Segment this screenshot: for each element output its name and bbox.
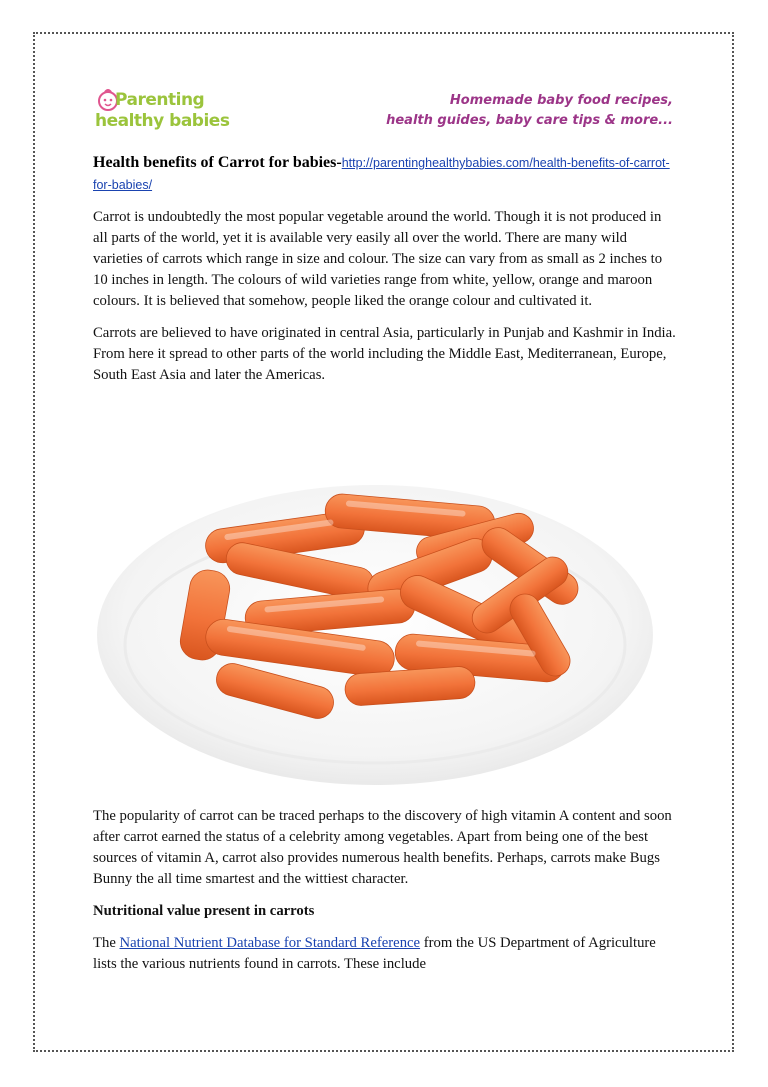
section-heading-nutrition: Nutritional value present in carrots bbox=[93, 903, 315, 919]
page-header bbox=[93, 88, 673, 136]
logo-text-parenting: Parenting bbox=[115, 90, 205, 110]
paragraph-origin: Carrots are believed to have originated in central Asia, particularly in Punjab and Kashmir in India. From here it spread to other parts of the world including the Middle East, Mediterranean, Europe, South East Asia and later the Americas. bbox=[93, 325, 676, 383]
article-title-text: Health benefits of Carrot for babies- bbox=[93, 154, 342, 171]
article-source-link[interactable]: http://parentinghealthybabies.com/health-benefits-of-carrot-for-babies/ bbox=[93, 156, 670, 192]
logo-text-healthy-babies: healthy babies bbox=[95, 111, 230, 131]
carrots-on-plate-image bbox=[95, 430, 655, 792]
tagline-line-1: Homemade baby food recipes, bbox=[449, 93, 673, 108]
paragraph-nutrients-suffix: from the US Department of Agriculture lists the various nutrients found in carrots. These include bbox=[93, 935, 656, 972]
article-body-bottom bbox=[93, 806, 678, 986]
nutrient-database-link[interactable]: National Nutrient Database for Standard Reference bbox=[119, 935, 421, 951]
site-tagline bbox=[386, 91, 673, 131]
site-logo[interactable] bbox=[93, 88, 230, 136]
article-body-top bbox=[93, 152, 678, 397]
paragraph-nutrients-prefix: The bbox=[93, 935, 120, 951]
article-title bbox=[93, 152, 678, 196]
paragraph-intro: Carrot is undoubtedly the most popular vegetable around the world. Though it is not produced in all parts of the world, yet it is available very easily all over the world. There are many wild varieties of carrots which range in size and colour. The size can vary from as small as 2 inches to 10 inches in length. The colours of wild varieties range from white, yellow, orange and maroon colours. It is believed that somehow, people liked the orange colour and cultivated it. bbox=[93, 209, 663, 309]
tagline-line-2: health guides, baby care tips & more... bbox=[386, 113, 673, 128]
paragraph-nutrients bbox=[93, 933, 678, 975]
paragraph-popularity: The popularity of carrot can be traced perhaps to the discovery of high vitamin A content and soon after carrot earned the status of a celebrity among vegetables. Apart from being one of the best sources of vitamin A, carrot also provides numerous health benefits. Perhaps, carrots make Bugs Bunny the all time smartest and the wittiest character. bbox=[93, 808, 672, 887]
